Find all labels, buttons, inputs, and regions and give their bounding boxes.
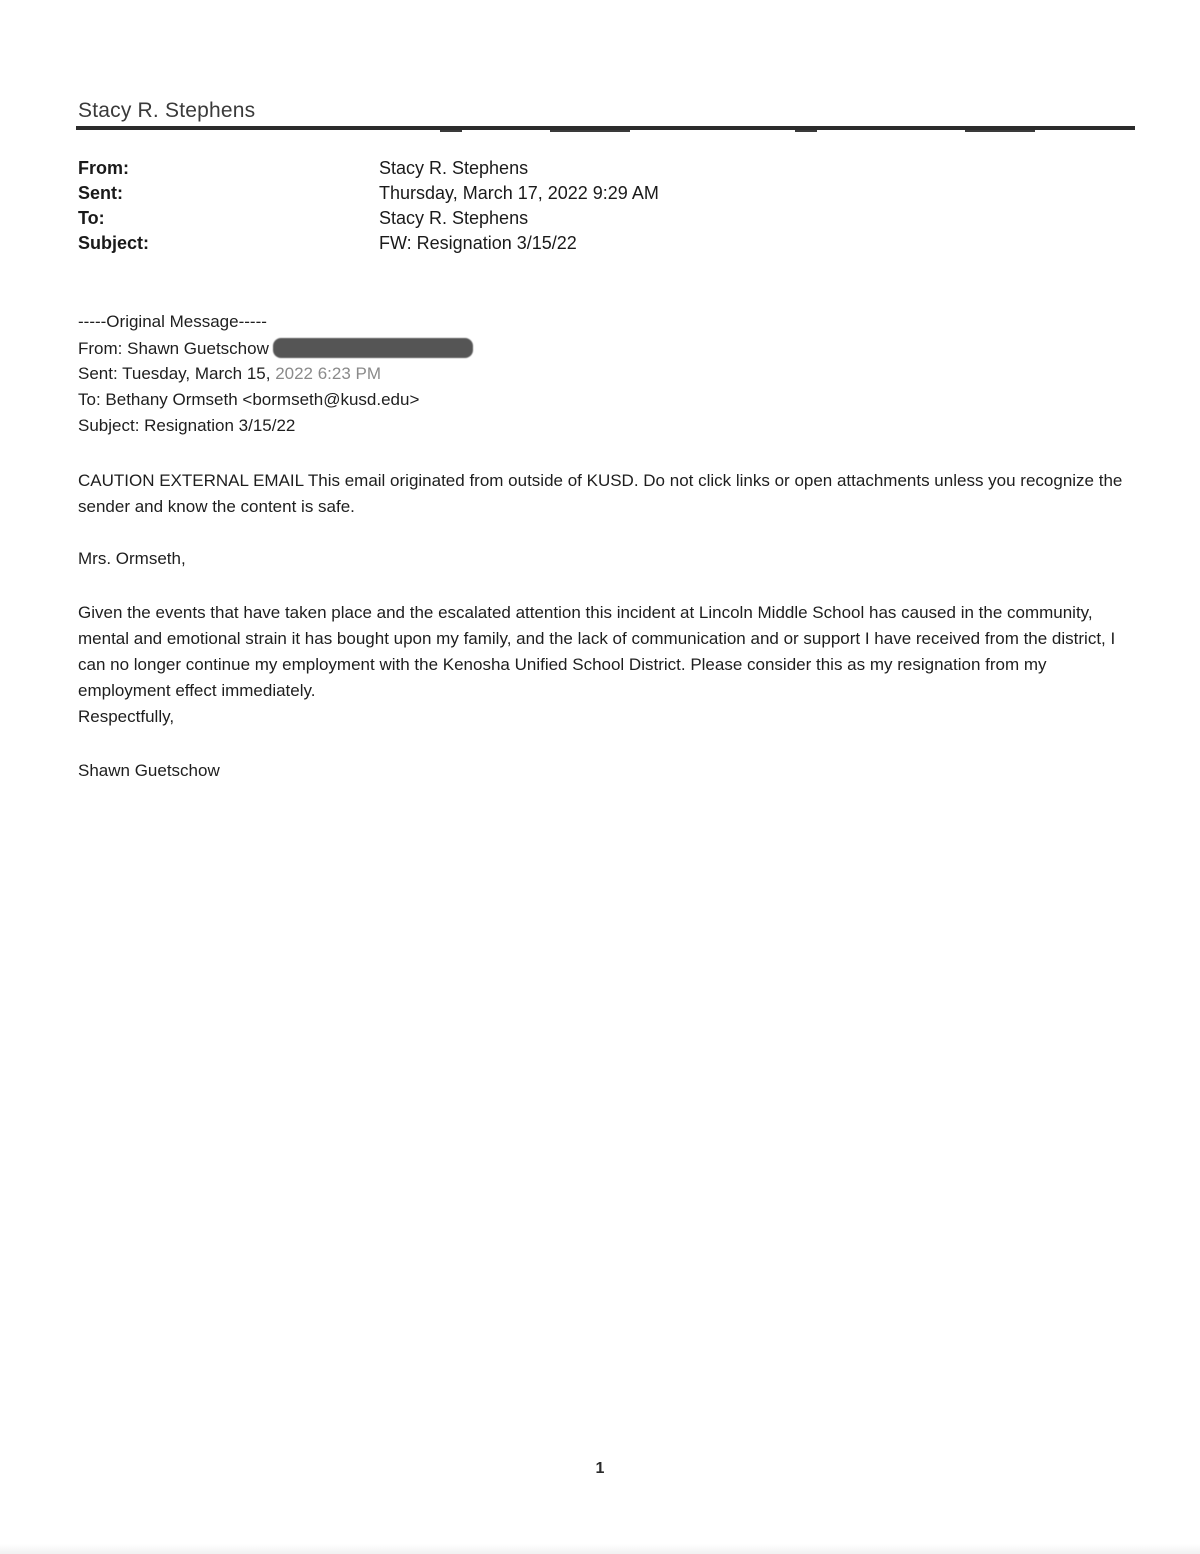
- rule-artifact: [965, 130, 1035, 132]
- scan-bottom-edge: [0, 1544, 1200, 1554]
- from-label: From:: [78, 158, 129, 178]
- to-value: Stacy R. Stephens: [379, 208, 529, 228]
- closing: Respectfully,: [78, 707, 175, 726]
- subject-label: Subject:: [78, 233, 150, 253]
- original-from-text: From: Shawn Guetschow: [78, 339, 269, 358]
- external-email-caution: CAUTION EXTERNAL EMAIL This email originated from outside of KUSD. Do not click links or open attachments unless you recognize the sender and know the content is safe.: [78, 471, 1123, 516]
- rule-artifact: [550, 130, 630, 132]
- resignation-paragraph: Given the events that have taken place and the escalated attention this incident at Lincoln Middle School has caused in the community, mental and emotional strain it has bought upon my family, and the lack of communication and or support I have received from the district, I can no longer continue my employment with the Kenosha Unified School District. Please consider this as my resignation from my employment effect immediately.: [78, 603, 1116, 700]
- original-from-line: [78, 338, 473, 359]
- page-number: 1: [595, 1460, 605, 1477]
- rule-artifact: [440, 130, 462, 132]
- mailbox-owner-name: Stacy R. Stephens: [78, 99, 256, 122]
- original-sent-line: [78, 364, 381, 384]
- greeting: Mrs. Ormseth,: [78, 549, 186, 568]
- signature: Shawn Guetschow: [78, 761, 220, 780]
- original-message-separator: -----Original Message-----: [78, 312, 267, 331]
- original-subject-line: Subject: Resignation 3/15/22: [78, 416, 296, 435]
- redacted-email-address: [273, 338, 473, 358]
- from-value: Stacy R. Stephens: [379, 158, 529, 178]
- original-to-line: To: Bethany Ormseth <bormseth@kusd.edu>: [78, 390, 420, 409]
- sent-value: Thursday, March 17, 2022 9:29 AM: [379, 183, 659, 203]
- subject-value: FW: Resignation 3/15/22: [379, 233, 577, 253]
- original-sent-time: 2022 6:23 PM: [275, 364, 382, 383]
- to-label: To:: [78, 208, 105, 228]
- rule-artifact: [795, 130, 817, 132]
- original-sent-text: Sent: Tuesday, March 15,: [78, 364, 276, 383]
- sent-label: Sent:: [78, 183, 123, 203]
